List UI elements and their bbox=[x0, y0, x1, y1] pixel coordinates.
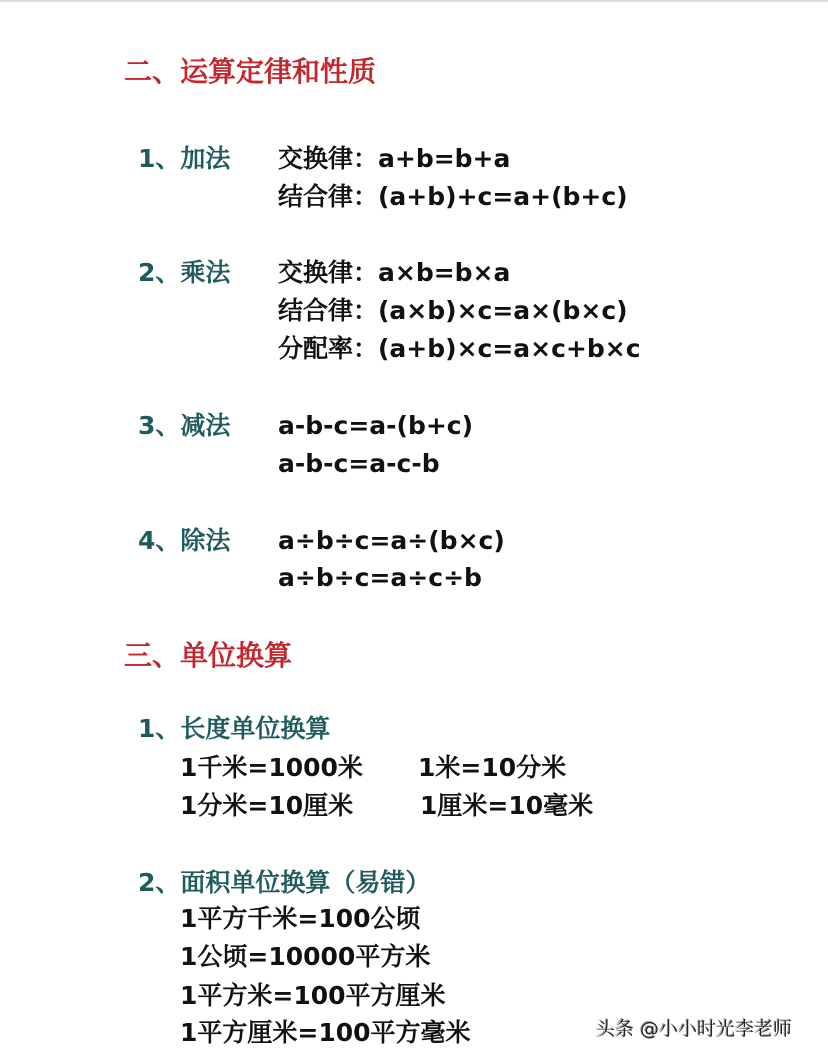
top-border bbox=[0, 0, 828, 2]
multiplication-label: 2、乘法 bbox=[138, 258, 231, 287]
division-label: 4、除法 bbox=[138, 526, 231, 555]
conversion: 1千米=1000米 bbox=[180, 753, 363, 782]
conversion: 1公顷=10000平方米 bbox=[180, 942, 431, 971]
addition-label: 1、加法 bbox=[138, 144, 231, 173]
formula: 交换律：a×b=b×a bbox=[278, 258, 511, 287]
formula: 分配率：(a+b)×c=a×c+b×c bbox=[278, 334, 641, 363]
formula: 结合律：(a×b)×c=a×(b×c) bbox=[278, 296, 628, 325]
length-label: 1、长度单位换算 bbox=[138, 714, 331, 743]
conversion: 1平方米=100平方厘米 bbox=[180, 981, 446, 1010]
watermark: 头条 @小小时光李老师 bbox=[596, 1018, 793, 1040]
formula: a÷b÷c=a÷(b×c) bbox=[278, 526, 505, 555]
subtraction-label: 3、减法 bbox=[138, 411, 231, 440]
section-title-laws: 二、运算定律和性质 bbox=[124, 55, 377, 88]
section-title-units: 三、单位换算 bbox=[124, 639, 293, 672]
conversion: 1分米=10厘米 bbox=[180, 791, 354, 820]
area-label: 2、面积单位换算（易错） bbox=[138, 868, 431, 897]
conversion: 1米=10分米 bbox=[418, 753, 567, 782]
conversion: 1厘米=10毫米 bbox=[420, 791, 594, 820]
conversion: 1平方厘米=100平方毫米 bbox=[180, 1018, 471, 1047]
formula: a-b-c=a-(b+c) bbox=[278, 411, 474, 440]
formula: a-b-c=a-c-b bbox=[278, 449, 440, 478]
formula: 交换律：a+b=b+a bbox=[278, 144, 511, 173]
formula: a÷b÷c=a÷c÷b bbox=[278, 563, 482, 592]
conversion: 1平方千米=100公顷 bbox=[180, 904, 421, 933]
formula: 结合律：(a+b)+c=a+(b+c) bbox=[278, 182, 628, 211]
